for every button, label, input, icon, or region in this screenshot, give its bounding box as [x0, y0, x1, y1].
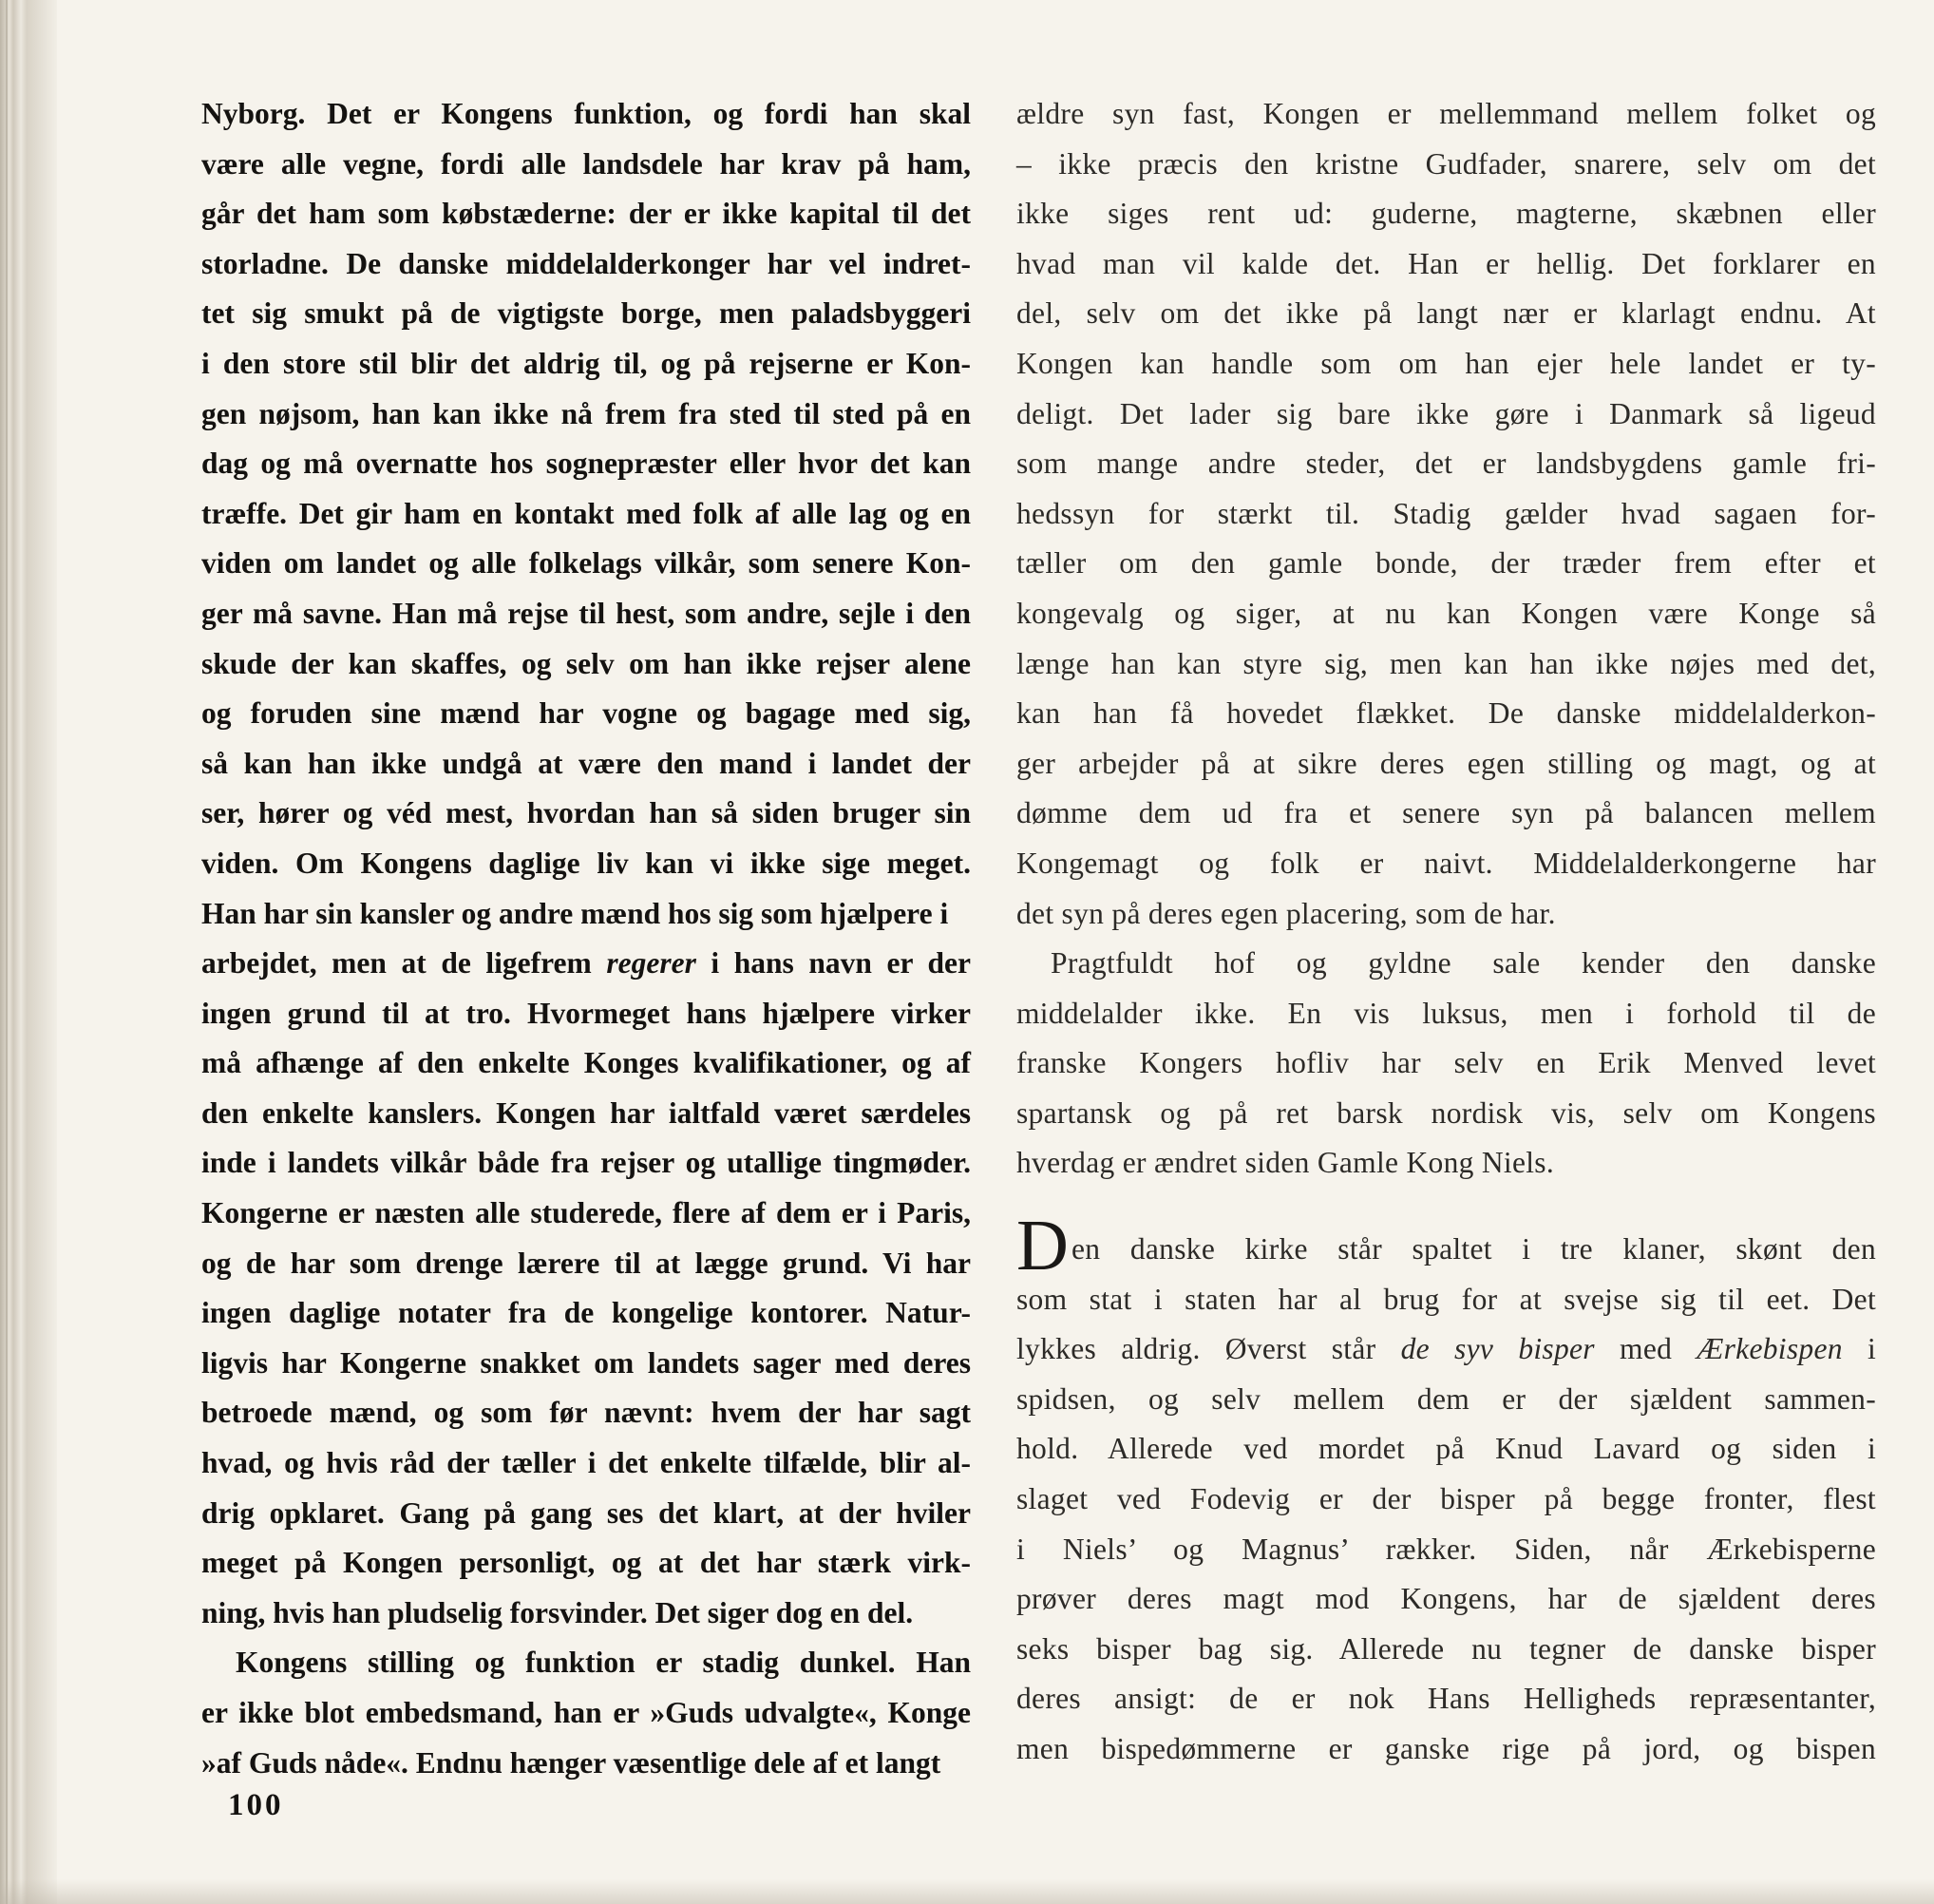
- text-line: ingen grund til at tro. Hvormeget hans hjælpere virker: [201, 996, 971, 1030]
- text-line: i den store stil blir det aldrig til, og på rejserne er Kon-: [201, 346, 971, 380]
- text-fragment: arbejdet, men at de ligefrem: [201, 946, 607, 981]
- text-line: så kan han ikke undgå at være den mand i landet der: [201, 746, 971, 780]
- text-line: Nyborg. Det er Kongens funktion, og fordi han skal: [201, 97, 971, 130]
- text-line: være alle vegne, fordi alle landsdele har krav på ham,: [201, 146, 971, 181]
- text-line: – ikke præcis den kristne Gudfader, snarere, selv om det: [1016, 146, 1876, 181]
- text-line: dag og må overnatte hos sognepræster eller hvor det kan: [201, 447, 971, 481]
- text-line: gen nøjsom, han kan ikke nå frem fra sted til sted på en: [201, 396, 971, 430]
- text-line: Pragtfuldt hof og gyldne sale kender den danske: [1051, 946, 1876, 981]
- text-line: går det ham som købstæderne: der er ikke kapital til det: [201, 197, 971, 231]
- text-line: del, selv om det ikke på langt nær er klarlagt endnu. At: [1016, 296, 1876, 331]
- text-line: [201, 939, 971, 989]
- text-line: inde i landets vilkår både fra rejser og utallige tingmøder.: [201, 1146, 971, 1180]
- text-line: Kongens stilling og funktion er stadig dunkel. Han: [236, 1646, 971, 1680]
- text-line: drig opklaret. Gang på gang ses det klart, at der hviler: [201, 1495, 971, 1530]
- text-line: træffe. Det gir ham en kontakt med folk af alle lag og en: [201, 496, 971, 530]
- italic-phrase: de syv bisper: [1400, 1332, 1595, 1366]
- text-line: ikke siges rent ud: guderne, magterne, skæbnen eller: [1016, 197, 1876, 231]
- text-line: spidsen, og selv mellem dem er der sjældent sammen-: [1016, 1381, 1876, 1416]
- text-fragment: med: [1594, 1332, 1697, 1366]
- text-line: [1016, 1324, 1876, 1375]
- text-line: Kongemagt og folk er naivt. Middelalderkongerne har: [1016, 846, 1876, 880]
- page-number: 100: [228, 1788, 284, 1822]
- text-line: prøver deres magt mod Kongens, har de sjældent deres: [1016, 1582, 1876, 1616]
- text-line: middelalder ikke. En vis luksus, men i forhold til de: [1016, 996, 1876, 1030]
- text-line: i Niels’ og Magnus’ rækker. Siden, når Ærkebisperne: [1016, 1532, 1876, 1566]
- text-line: ser, hører og véd mest, hvordan han så siden bruger sin: [201, 796, 971, 830]
- text-line: og de har som drenge lærere til at lægge grund. Vi har: [201, 1246, 971, 1280]
- text-line: hvad, og hvis råd der tæller i det enkelte tilfælde, blir al-: [201, 1446, 971, 1480]
- text-line: »af Guds nåde«. Endnu hænger væsentlige dele af et langt: [201, 1745, 941, 1780]
- text-line: Han har sin kansler og andre mænd hos sig som hjælpere i: [201, 896, 949, 930]
- text-line: franske Kongers hofliv har selv en Erik Menved levet: [1016, 1046, 1876, 1080]
- text-line: spartansk og på ret barsk nordisk vis, selv om Kongens: [1016, 1095, 1876, 1130]
- text-line: ger må savne. Han må rejse til hest, som andre, sejle i den: [201, 596, 971, 630]
- text-line: er ikke blot embedsmand, han er »Guds udvalgte«, Konge: [201, 1696, 971, 1729]
- text-line: betroede mænd, og som før nævnt: hvem der har sagt: [201, 1396, 971, 1430]
- text-line: deres ansigt: de er nok Hans Helligheds repræsentanter,: [1016, 1682, 1876, 1716]
- text-line: dømme dem ud fra et senere syn på balancen mellem: [1016, 796, 1876, 830]
- text-line: men bispedømmerne er ganske rige på jord, og bispen: [1016, 1732, 1876, 1765]
- text-line: [1016, 1206, 1876, 1286]
- text-fragment: en danske kirke står spaltet i tre klaner, skønt den: [1071, 1232, 1876, 1266]
- text-line: hold. Allerede ved mordet på Knud Lavard og siden i: [1016, 1432, 1876, 1466]
- text-line: hverdag er ændret siden Gamle Kong Niels.: [1016, 1146, 1555, 1180]
- text-line: ger arbejder på at sikre deres egen stilling og magt, og at: [1016, 746, 1876, 780]
- text-line: som stat i staten har al brug for at svejse sig til eet. Det: [1016, 1282, 1876, 1316]
- book-page-edge: [0, 0, 57, 1904]
- text-line: storladne. De danske middelalderkonger har vel indret-: [201, 246, 971, 280]
- text-fragment: i: [1842, 1332, 1876, 1366]
- text-line: længe han kan styre sig, men kan han ikke nøjes med det,: [1016, 646, 1876, 680]
- text-line: hedssyn for stærkt til. Stadig gælder hvad sagaen for-: [1016, 496, 1876, 530]
- text-line: ingen daglige notater fra de kongelige kontorer. Natur-: [201, 1296, 971, 1330]
- text-line: kongevalg og siger, at nu kan Kongen være Konge så: [1016, 596, 1876, 630]
- text-line: slaget ved Fodevig er der bisper på begge fronter, flest: [1016, 1482, 1876, 1516]
- right-paragraphs: [1016, 89, 1876, 1189]
- text-line: kan han få hovedet flækket. De danske middelalderkon-: [1016, 696, 1876, 731]
- section-gap: [1016, 1189, 1876, 1225]
- text-line: ning, hvis han pludselig forsvinder. Det siger dog en del.: [201, 1595, 914, 1629]
- text-line: den enkelte kanslers. Kongen har ialtfald været særdeles: [201, 1095, 971, 1130]
- right-text-column: [1016, 89, 1876, 1775]
- church-section: [1016, 1206, 1876, 1775]
- text-line: og foruden sine mænd har vogne og bagage med sig,: [201, 696, 971, 731]
- text-fragment: i hans navn er der: [695, 946, 971, 981]
- text-line: Kongerne er næsten alle studerede, flere af dem er i Paris,: [201, 1196, 971, 1230]
- drop-cap: D: [1016, 1206, 1070, 1286]
- text-line: viden om landet og alle folkelags vilkår, som senere Kon-: [201, 546, 971, 581]
- text-line: hvad man vil kalde det. Han er hellig. Det forklarer en: [1016, 246, 1876, 280]
- text-line: deligt. Det lader sig bare ikke gøre i Danmark så ligeud: [1016, 396, 1876, 430]
- text-line: tet sig smukt på de vigtigste borge, men paladsbyggeri: [201, 296, 971, 331]
- text-line: ældre syn fast, Kongen er mellemmand mellem folket og: [1016, 97, 1876, 130]
- text-line: seks bisper bag sig. Allerede nu tegner de danske bisper: [1016, 1631, 1876, 1666]
- text-line: det syn på deres egen placering, som de har.: [1016, 896, 1556, 930]
- text-line: som mange andre steder, det er landsbygdens gamle fri-: [1016, 447, 1876, 481]
- text-line: må afhænge af den enkelte Konges kvalifikationer, og af: [201, 1046, 971, 1080]
- text-line: ligvis har Kongerne snakket om landets sager med deres: [201, 1345, 971, 1380]
- italic-phrase: regerer: [606, 946, 696, 981]
- page-bottom-shadow: [0, 1879, 1934, 1904]
- italic-phrase: Ærkebispen: [1697, 1332, 1843, 1366]
- text-line: Kongen kan handle som om han ejer hele landet er ty-: [1016, 346, 1876, 380]
- text-line: viden. Om Kongens daglige liv kan vi ikke sige meget.: [201, 846, 971, 880]
- text-line: skude der kan skaffes, og selv om han ikke rejser alene: [201, 646, 971, 680]
- text-fragment: lykkes aldrig. Øverst står: [1016, 1332, 1401, 1366]
- left-text-column: [201, 89, 971, 1788]
- text-line: tæller om den gamle bonde, der træder frem efter et: [1016, 546, 1876, 581]
- text-line: meget på Kongen personligt, og at det har stærk virk-: [201, 1546, 971, 1580]
